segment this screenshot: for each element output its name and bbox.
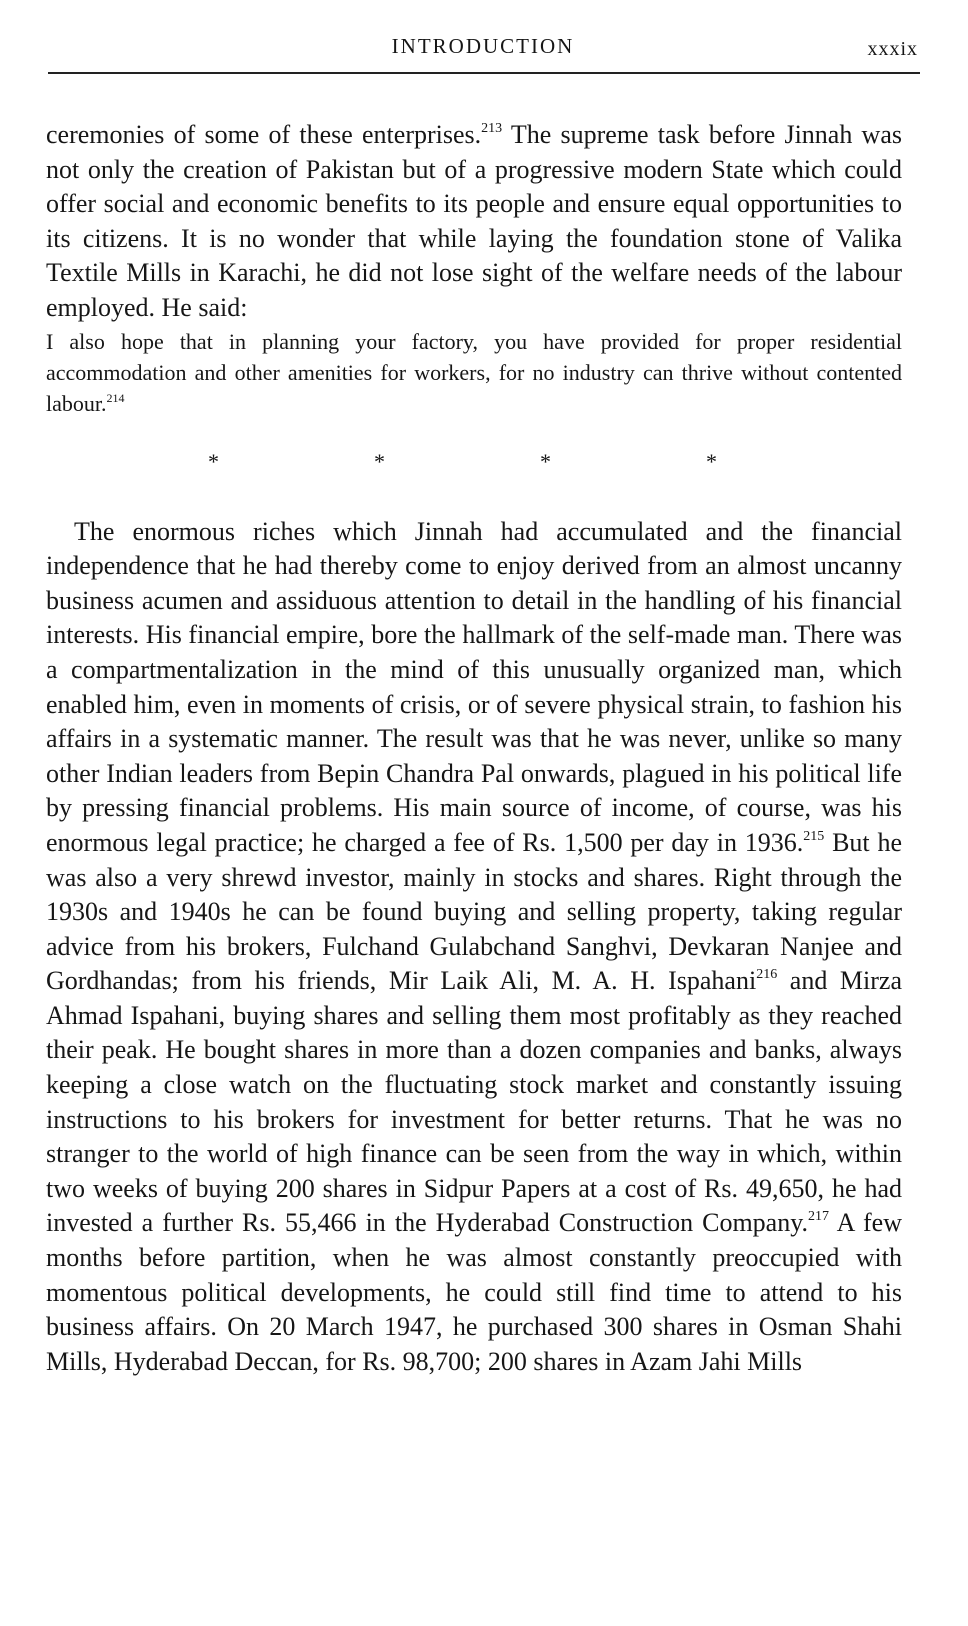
header-rule [48, 72, 920, 74]
block-quote [46, 326, 902, 419]
paragraph-2-text-d: A few months before partition, when he was almost constantly preoccupied with momentous political developments, he could still find time to attend to his business affairs. On 20 March 1947, he purchased 300 shares in Osman Shahi Mills, Hyderabad Deccan, for Rs. 98,700; 200 shares in Azam Jahi Mills [46, 1208, 902, 1376]
chapter-title: INTRODUCTION [391, 34, 575, 58]
footnote-ref-215: 215 [803, 828, 825, 844]
body-text [46, 118, 902, 1379]
footnote-ref-213: 213 [481, 121, 503, 136]
separator-asterisk: * [374, 448, 385, 474]
paragraph-2-text-b: But he was also a very shrewd investor, mainly in stocks and shares. Right through the 1930s and 1940s he can be found buying and selling property, taking regular advice from his brokers, Fulchand Gulabchand Sanghvi, Devkaran Nanjee and Gordhandas; from his friends, Mir Laik Ali, M. A. H. Ispahani [46, 827, 903, 996]
paragraph-1-text: ceremonies of some of these enterprises. [46, 120, 482, 149]
paragraph-2-text-c: and Mirza Ahmad Ispahani, buying shares and selling them most profitably as they reached their peak. He bought shares in more than a dozen companies and banks, always keeping a close watch on the fluctuating stock market and constantly issuing instructions to his brokers for investment for better returns. That he was no stranger to the world of high finance can be seen from the way in which, within two weeks of buying 200 shares in Sidpur Papers at a cost of Rs. 49,650, he had invested a further Rs. 55,466 in the Hyderabad Construction Company. [46, 966, 903, 1238]
running-head [48, 30, 918, 70]
separator-asterisk: * [540, 448, 551, 474]
paragraph-1 [46, 118, 902, 326]
paragraph-2-text: The enormous riches which Jinnah had accumulated and the financial independence that he had thereby come to enjoy derived from an almost uncanny business acumen and assiduous attention to detail in the handling of his financial interests. His financial empire, bore the hallmark of the self-made man. There was a compartmentalization in the mind of this unusually organized man, which enabled him, even in moments of crisis, or of severe physical strain, to fashion his affairs in a systematic manner. The result was that he was never, unlike so many other Indian leaders from Bepin Chandra Pal onwards, plagued in his political life by pressing financial problems. His main source of income, of course, was his enormous legal practice; he charged a fee of Rs. 1,500 per day in 1936. [46, 516, 902, 857]
section-separator [46, 419, 902, 515]
footnote-ref-214: 214 [106, 390, 125, 405]
footnote-ref-217: 217 [808, 1209, 830, 1225]
paragraph-2 [46, 515, 902, 1380]
separator-asterisk: * [706, 448, 717, 474]
separator-asterisk: * [208, 448, 219, 474]
footnote-ref-216: 216 [756, 967, 778, 983]
paragraph-1-text-cont: The supreme task before Jinnah was not only the creation of Pakistan but of a progressive modern State which could offer social and economic benefits to its people and ensure equal opportunities to its citizens. It is no wonder that while laying the foundation stone of Valika Textile Mills in Karachi, he did not lose sight of the welfare needs of the labour employed. He said: [46, 120, 902, 322]
block-quote-text: I also hope that in planning your factory, you have provided for proper residential accommodation and other amenities for workers, for no industry can thrive without contented labour. [46, 328, 902, 416]
page-number: xxxix [867, 38, 918, 60]
